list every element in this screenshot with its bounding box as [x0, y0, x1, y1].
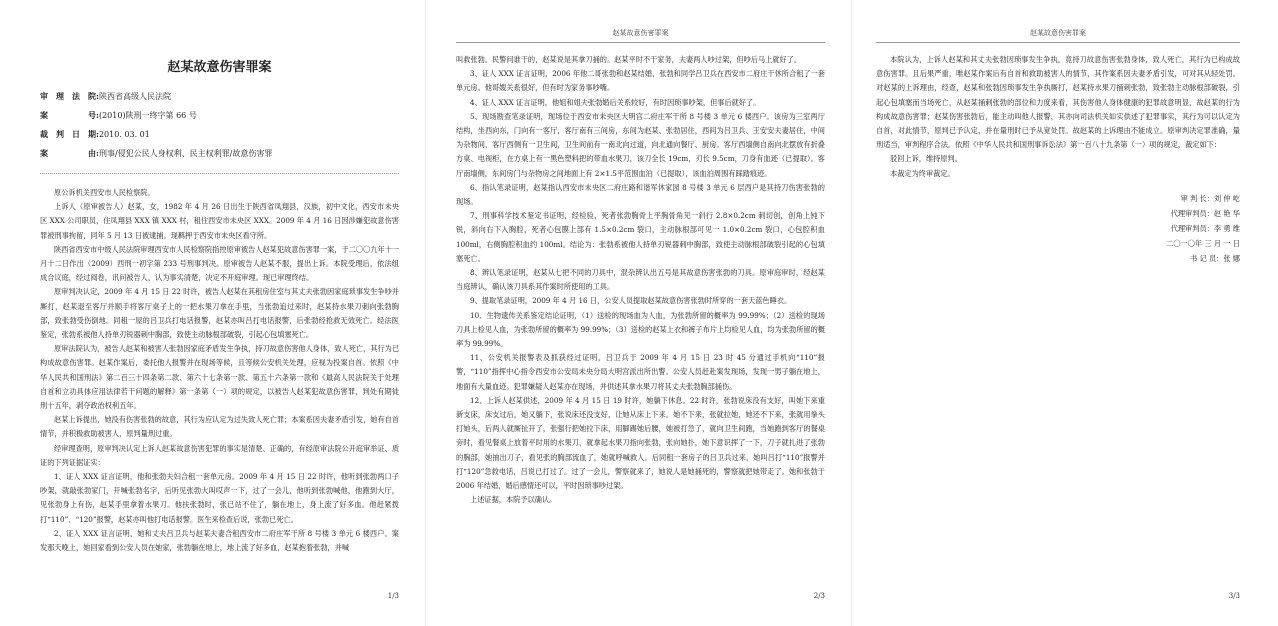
- meta-label: 审 理 法 院:: [40, 91, 99, 101]
- running-header: 赵某故意伤害罪案: [876, 28, 1240, 43]
- meta-cause: [40, 144, 399, 163]
- paragraph: 11、公安机关报警表及抓获经过证明，吕卫兵于 2009 年 4 月 15 日 23 时 45 分通过手机向“110”报警，“110”指挥中心指令西安市公安局未央分局大明宫派出所出警。公安人员赶赴案发现场，发现一男子躺在地上，地面有大量血迹。犯罪嫌疑人赵某亦在现场，并供述其拿水果刀将其丈夫张勃胸部捅伤。: [456, 353, 825, 391]
- document-page-1: [0, 0, 426, 626]
- paragraph: 经审理查明，原审判决认定上诉人赵某故意伤害犯罪的事实是清楚、正确的，有经原审法院公开庭审举证、质证的下列证据证实：: [40, 443, 400, 467]
- meta-value: 刑事/侵犯公民人身权利、民主权利罪/故意伤害罪: [98, 149, 273, 158]
- paragraph: 本院认为，上诉人赵某和其丈夫张勃因琐事发生争执，竟持刀故意伤害张勃身体，致人死亡，其行为已构成故意伤害罪。且后果严重，唯赵某作案后有自首和救助被害人的情节，其作案系因夫妻矛盾引发，可对其从轻处罚。对赵某的上诉理由，经查，赵某和张勃因琐事发生争执厮打，赵某持水果刀捅刺张勃，致张勃主动脉根部破裂，引起心包填塞而当场死亡，从赵某捅刺张勃的部位和力度来看，其伤害他人身体健康的犯罪故意明显，故赵某的行为构成故意伤害罪；赵某伤害张勃后，能主动叫他人报警，其亦向司法机关如实供述了犯罪事实，其行为可以认定为自首，对此情节，原判已予认定，并在量刑时已予从宽处罚。故赵某的上诉理由不能成立。原审判决定罪准确，量刑适当，审判程序合法。依照《中华人民共和国刑事诉讼法》第一百八十九条第（一）项的规定，裁定如下：: [876, 55, 1240, 150]
- paragraph: 上述证据，本院予以确认。: [470, 495, 557, 505]
- paragraph: 上诉人（原审被告人）赵某，女，1982 年 4 月 26 日出生于陕西省凤翔县，汉族，初中文化，西安市未央区 XXX 公司职员，住凤翔县 XXX 镇 XXX 村，租住西安市未央区 XXX。2009 年 4 月 16 日因涉嫌犯故意伤害罪被刑事拘留，同年 5 月 13 日被逮捕。现羁押于西安市未央区看守所。: [40, 202, 399, 240]
- paragraph: 5、现场勘查笔录证明，现场位于西安市未央区大明宫二府庄军干所 8 号楼 3 单元 6 楼西户。该房为三室两厅结构，坐西向东，门向有一客厅，客厅南有三间房，东间为赵某、张勃居住，西间为吕卫兵、王安安夫妻居住，中间为杂物间，客厅西侧有一卫生间，卫生间前有一南北向过道，向北通向餐厅、厨房。客厅西墙侧自南向北摆放有折叠方桌、电视柜，在方桌上有一黑色塑料把的带血水果刀，该刀全长 19cm，刃长 9.5cm，刀身有血迹（已提取）。客厅南墙侧，东间房门与杂物房之间地面上有 2×1.5平范围血泊（已提取），该血泊周围有踩踏痕迹。: [456, 111, 825, 178]
- signature-acting-judge: 代理审判员：李 勇 维: [1170, 223, 1240, 233]
- paragraph: 2、证人 XXX 证言证明，她和丈夫吕卫兵与赵某夫妻合租西安市二府庄军干所 8 号楼 3 单元 6 楼西户。案发那天晚上，她回家看到公安人员在她家，张勃躺在地上，地上流了好多血，赵某抱着张勃，并喊: [40, 528, 399, 553]
- paragraph: 原审法院认为，被告人赵某和被害人张勃因家庭矛盾发生争执，持刀故意伤害他人身体，致人死亡，其行为已构成故意伤害罪。赵某作案后，委托他人报警并在现场等候，且等候公安机关处理，应视为投案自首。依照《中华人民共和国刑法》第二百三十四条第二款、第六十七条第一款、第五十六条第一款和《最高人民法院关于处理自首和立功具体应用法律若干问题的解释》第一条第（一）项的规定，以被告人赵某犯故意伤害罪，判处有期徒刑十五年，剥夺政治权利五年。: [40, 344, 400, 411]
- meta-label: 裁 判 日 期:: [40, 129, 99, 139]
- paragraph: 3、证人 XXX 证言证明，2006 年他二哥张勃和赵某结婚，张勃和同学吕卫兵在西安市二府庄干休所合租了一套单元房。他哥嫂关系很好，但有时为家务事吵嘴。: [456, 69, 825, 93]
- paragraph: 1、证人 XXX 证言证明，他和张勃夫妇合租一套单元房。2009 年 4 月 15 日 22 时许，他听到张勃两口子吵架，就敲张勃家门，开喊张勃名字，后听见张勃大叫哎声一下，过了一会儿，他听到张勃喊他，他跑到大厅，见张勃身上有伤，赵某手里拿着水果刀。他扶张勃时，张已站不住了，躺在地上，身上流了好多血。他赶紧拨打“110”、“120”报警，赵某亦叫他打电话报警。医生来检查后说，张勃已死亡。: [40, 472, 399, 524]
- signature-presiding-judge: 审 判 长：刘 仲 屹: [1180, 193, 1240, 203]
- paragraph: 本裁定为终审裁定。: [890, 168, 955, 178]
- paragraph: 7、刑事科学技术鉴定书证明，经检验，死者张勃胸骨上平胸骨角见一斜行 2.8×0.2cm 刺切创，创角上钝下锐，斜向右下入胸腔，死者心包膜上部有 1.5×0.2cm 裂口，主动脉根部可见一 1.0×0.2cm 裂口，心包腔积血 100ml，右侧胸腔积血约 100ml。结论为：张勃系被他人持单刃锐器刺中胸部，致使主动脉根部破裂引起的心包填塞死亡。: [456, 211, 825, 263]
- paragraph: 原公诉机关西安市人民检察院。: [54, 188, 155, 197]
- paragraph: 驳回上诉，维持原判。: [890, 154, 962, 164]
- signature-date: 二〇一〇年 三 月 一 日: [1166, 238, 1240, 248]
- meta-value: 陕西省高级人民法院: [98, 92, 171, 101]
- page-number: 1/3: [387, 592, 399, 600]
- meta-label: 案 由:: [40, 148, 99, 158]
- paragraph: 12、上诉人赵某供述，2009 年 4 月 15 日 19 时许，她躺下休息。22 时许，张勃说床没有支好，叫她下来重新支床，床支过后，她又躺下，张说床还没支好，让她从床上下来。她不下来，张就拉她，她还不下来，张就用拳头打她头，后两人就厮扯开了，张强行把她拉下床，用脚踢她后腰，她被打急了，就向卫生间跑，当她跑到客厅的餐桌旁时，看见餐桌上放着平时用的水果刀，就拿起水果刀指向张勃，张向她扑，她下意识挥了一下，刀子就扎进了张勃的胸部，她抽出刀子，看见张的胸部流血了，她就呼喊救人。后同租一套房子的吕卫兵过来，她叫吕打“110”报警并打“120”急救电话，吕说已打过了。过了一会儿，警察就来了，她说人是她捅死的，警察就把她带走了。她和张勃于 2006 年结婚，婚后感情还可以，平时因琐事吵过架。: [456, 395, 825, 491]
- meta-label: 案 号:: [40, 110, 99, 120]
- document-page-2: [426, 0, 852, 626]
- page-number: 2/3: [813, 592, 825, 600]
- paragraph: 叫救张勃。民警问谁干的，赵某说是其拿刀捅的。赵某平时不干家务，夫妻两人吵过架，但吵后马上就好了。: [456, 55, 802, 64]
- meta-value: (2010)陕刑一终字第 66 号: [98, 111, 197, 120]
- paragraph: 9、提取笔录证明，2009 年 4 月 16 日，公安人员提取赵某故意伤害张勃时所穿的一套天蓝色睡衣。: [470, 296, 792, 306]
- paragraph: 8、辨认笔录证明，赵某从七把不同的刀具中，混杂辨认出五号是其故意伤害张勃的刀具。原审庭审时，经赵某当庭辨认，确认该刀具系其作案时所使用的工具。: [456, 268, 825, 292]
- page-number: 3/3: [1228, 592, 1240, 600]
- paragraph: 10、生物遗传关系鉴定结论证明，（1）送检的现场血为人血，为张勃所留的概率为 99.99%；（2）送检的现场刀具上检见人血，为张勃所留的概率为 99.99%；（3）送检的赵某上衣和裤子布片上均检见人血，均为张勃所留的概率为 99.99%。: [456, 310, 825, 349]
- meta-value: 2010. 03. 01: [98, 130, 150, 139]
- signature-block: [876, 191, 1240, 266]
- meta-judgment-date: [40, 125, 399, 144]
- document-title: 赵某故意伤害罪案: [167, 60, 272, 75]
- signature-acting-judge: 代理审判员：赵 艳 华: [1170, 208, 1240, 218]
- paragraph: 原审判决认定，2009 年 4 月 15 日 22 时许，被告人赵某在其租房住室与其丈夫张勃因家庭琐事发生争吵并厮打，赵某退至客厅并顺手将客厅桌子上的一把水果刀拿在手里，当张勃追过来时，赵某持水果刀刺向张勃胸部，致张勃受伤倒地。同租一屋的吕卫兵打电话报警，赵某亦叫吕打电话报警，后张勃经抢救无效死亡。经法医鉴定，张勃系被他人持单刃锐器刺中胸部，致使主动脉根部破裂，引起心包填塞死亡。: [40, 287, 399, 340]
- running-header: 赵某故意伤害罪案: [456, 28, 825, 43]
- paragraph: 赵某上诉提出，她没有伤害张勃的故意，其行为应认定为过失致人死亡罪；本案系因夫妻矛盾引发，她有自首情节，并积极救助被害人，原判量刑过重。: [40, 415, 400, 439]
- paragraph: 6、指认笔录证明，赵某指认西安市未央区二府庄路和谐军休家园 8 号楼 3 单元 6 层西户是其持刀伤害张勃的现场。: [456, 182, 825, 207]
- meta-divider: [40, 173, 399, 174]
- meta-case-number: [40, 106, 399, 125]
- signature-clerk: 书 记 员：张 娜: [1190, 253, 1240, 263]
- paragraph: 陕西省西安市中级人民法院审理西安市人民检察院指控原审被告人赵某犯故意伤害罪一案，于二〇〇九年十一月十二日作出（2009）西刑一初字第 233 号刑事判决。原审被告人赵某不服，提出上诉。本院受理后，依法组成合议庭，经过阅卷，讯问被告人，认为事实清楚，决定不开庭审理。现已审理终结。: [40, 244, 400, 283]
- document-page-3: [852, 0, 1278, 626]
- meta-court: [40, 87, 399, 106]
- paragraph: 4、证人 XXX 证言证明，他姐和姐夫张勃婚后关系较好，有时因琐事吵架，但事后就好了。: [470, 97, 761, 107]
